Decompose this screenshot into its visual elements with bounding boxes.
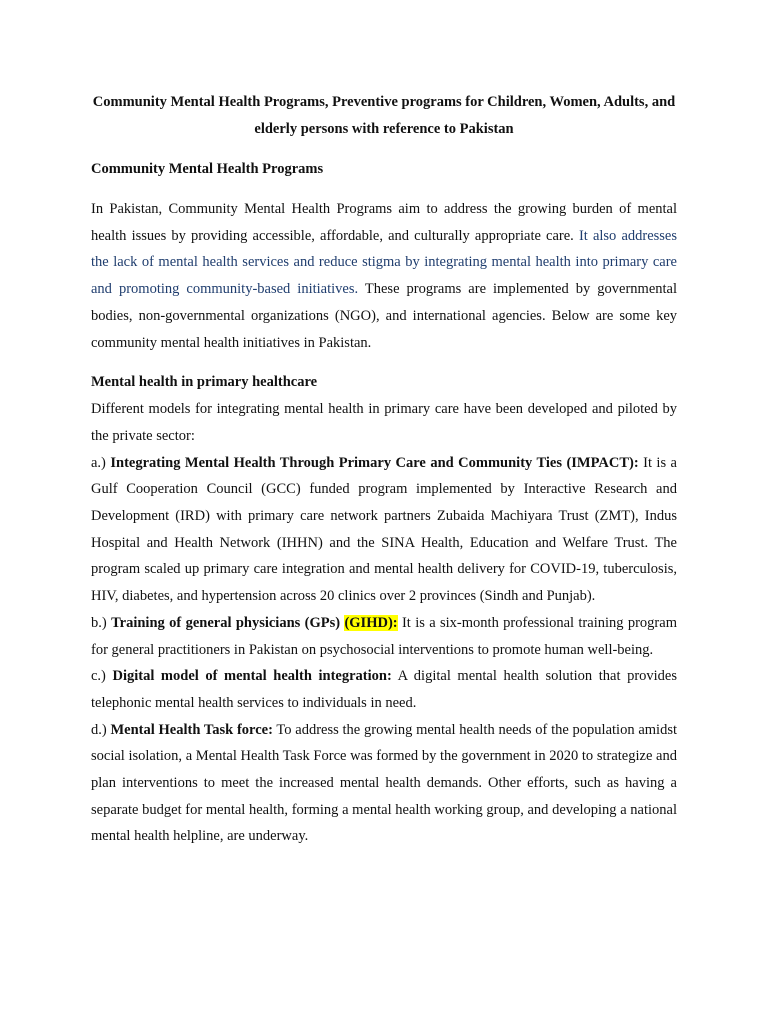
list-item-task-force [91, 717, 677, 851]
list-item-impact [91, 450, 677, 610]
intro-highlighted-text: It also addresses the lack of mental health services and reduce stigma by integrating mental health into primary care and promoting community-based initiatives. [91, 227, 678, 298]
list-item-title: Training of general physicians (GPs) [111, 614, 341, 631]
intro-text-part1: In Pakistan, Community Mental Health Programs aim to address the growing burden of mental health issues by providing accessible, affordable, and culturally appropriate care. [91, 201, 677, 244]
list-item-prefix: c.) [91, 668, 113, 685]
list-item-digital-model [91, 663, 677, 716]
list-item-text: To address the growing mental health needs of the population amidst social isolation, a Mental Health Task Force was formed by the government in 2020 to strategize and plan interventions to meet the increased mental health demands. Other efforts, such as having a separate budget for mental health, forming a mental health working group, and developing a national mental health helpline, are underway. [91, 721, 677, 845]
primary-healthcare-intro: Different models for integrating mental health in primary care have been developed and piloted by the private sector: [91, 401, 677, 444]
list-item-prefix: a.) [91, 454, 111, 471]
list-item-text: It is a Gulf Cooperation Council (GCC) funded program implemented by Interactive Research and Development (IRD) with primary care network partners Zubaida Machiyara Trust (ZMT), Indus Hospital and Health Network (IHHN) and the SINA Health, Education and Welfare Trust. The program scaled up primary care integration and mental health delivery for COVID-19, tuberculosis, HIV, diabetes, and hypertension across 20 clinics over 2 provinces (Sindh and Punjab). [91, 454, 677, 605]
list-item-gp-training [91, 610, 677, 663]
list-item-prefix: d.) [91, 721, 111, 738]
intro-text-part2: These programs are implemented by governmental bodies, non-governmental organizations (NGO), and international agencies. Below are some key community mental health initiatives in Pakistan. [91, 281, 677, 351]
section-heading-community-programs: Community Mental Health Programs [91, 161, 324, 177]
section-heading-primary-healthcare: Mental health in primary healthcare [91, 374, 318, 391]
highlighted-acronym: (GIHD): [344, 614, 398, 631]
document-title: Community Mental Health Programs, Preventive programs for Children, Women, Adults, and elderly persons with reference to Pakistan [92, 94, 676, 137]
intro-paragraph [91, 196, 677, 356]
list-item-prefix: b.) [91, 614, 112, 631]
list-item-title: Digital model of mental health integration: [112, 668, 392, 685]
list-item-text: It is a six-month professional training program for general practitioners in Pakistan on psychosocial interventions to promote human well-being. [91, 614, 677, 658]
list-item-title: Integrating Mental Health Through Primary Care and Community Ties (IMPACT): [110, 454, 639, 471]
list-item-text: A digital mental health solution that provides telephonic mental health services to individuals in need. [91, 668, 677, 711]
list-item-title: Mental Health Task force: [110, 721, 273, 738]
